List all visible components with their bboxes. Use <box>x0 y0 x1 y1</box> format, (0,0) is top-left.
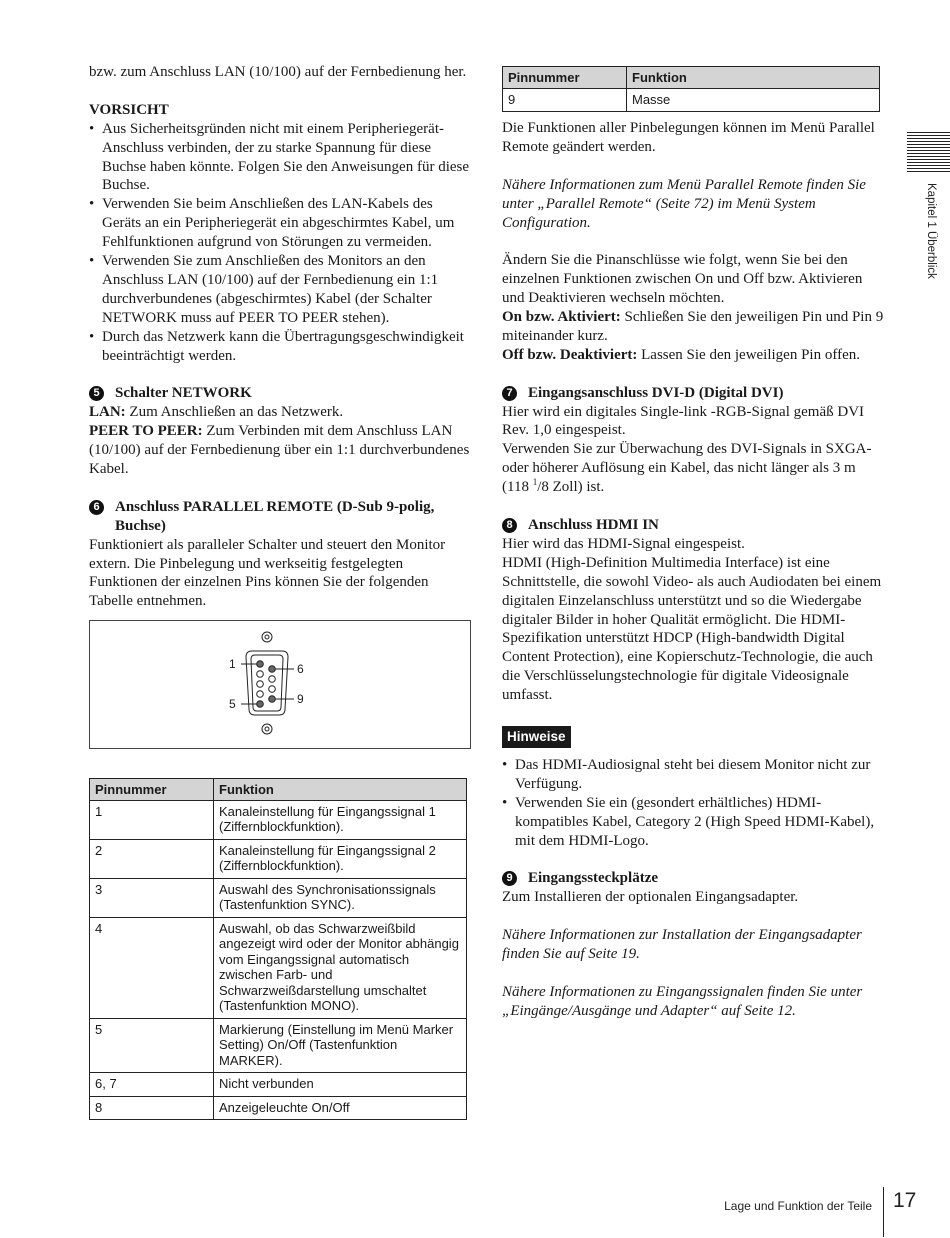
pin-label-1: 1 <box>229 657 236 672</box>
chapter-label: Kapitel 1 Überblick <box>924 183 937 279</box>
table-header-row <box>503 67 880 89</box>
table-cell: Markierung (Einstellung im Menü Marker Setting) On/Off (Tastenfunktion MARKER). <box>214 1018 467 1073</box>
table-row <box>90 1096 467 1120</box>
dvi-cable-note: Verwenden Sie zur Überwachung des DVI-Signals in SXGA- oder höherer Auflösung ein Kabel, das nicht länger als 3 m (118 $^1$/8 Zoll) ist. <box>502 441 872 496</box>
table-row <box>90 800 467 839</box>
reference-input-signals: Nähere Informationen zu Eingangssignalen finden Sie unter „Eingänge/Ausgänge und Adapter“ auf Seite 12. <box>502 983 863 1019</box>
right-column <box>502 63 885 1021</box>
table-row <box>90 1073 467 1097</box>
table-cell: 1 <box>90 800 214 839</box>
reference-adapter-install: Nähere Informationen zur Installation der Eingangsadapter finden Sie auf Seite 19. <box>502 927 862 962</box>
parallel-remote-description: Funktioniert als paralleler Schalter und steuert den Monitor extern. Die Pinbelegung und werkseitig festgelegten Funktionen der einzelnen Pins können Sie der folgenden Tabelle entnehmen. <box>89 536 446 610</box>
caution-title: VORSICHT <box>89 101 169 118</box>
connector-inner-shell <box>251 655 283 711</box>
list-item: • Durch das Netzwerk kann die Übertragungsgeschwindigkeit beeinträchtigt werden. <box>89 328 471 366</box>
lan-description: LAN: Zum Anschließen an das Netzwerk. <box>89 404 344 421</box>
column-header: Funktion <box>214 779 467 801</box>
dsub-connector-figure <box>89 620 471 749</box>
caution-list <box>89 120 471 366</box>
table-cell: 8 <box>90 1096 214 1120</box>
table-header-row <box>90 779 467 801</box>
list-item: • Verwenden Sie zum Anschließen des Monitors an den Anschluss LAN (10/100) auf der Fernbedienung ein 1:1 durchverbundenes (abgeschirmtes) Kabel (der Schalter NETWORK muss auf PEER TO PEER stehen). <box>89 252 471 328</box>
section-title: Eingangsanschluss DVI-D (Digital DVI) <box>528 384 784 401</box>
intro-text: bzw. zum Anschluss LAN (10/100) auf der Fernbedienung her. <box>89 64 467 80</box>
left-column <box>89 63 471 1120</box>
hdmi-description: Hier wird das HDMI-Signal eingespeist. <box>502 535 745 552</box>
dsub-connector-diagram <box>90 621 472 750</box>
section-title: Anschluss PARALLEL REMOTE (D-Sub 9-polig, Buchse) <box>115 498 435 534</box>
chapter-tab-marker <box>907 132 950 176</box>
table-cell: 4 <box>90 917 214 1018</box>
screw-bottom-icon <box>262 724 272 734</box>
column-header: Pinnummer <box>503 67 627 89</box>
pin-5 <box>257 701 264 708</box>
section-title: Anschluss HDMI IN <box>528 516 659 533</box>
section-number-badge: 8 <box>502 518 517 533</box>
pin-table-left <box>89 778 467 1120</box>
table-cell: 3 <box>90 878 214 917</box>
section-number-badge: 9 <box>502 871 517 886</box>
dvi-description: Hier wird ein digitales Single-link -RGB-Signal gemäß DVI Rev. 1,0 eingespeist. <box>502 403 865 439</box>
pin-label-9: 9 <box>297 692 304 707</box>
table-cell: Masse <box>627 88 880 112</box>
section-heading-input-slots <box>502 869 885 888</box>
pin-label-6: 6 <box>297 662 304 677</box>
off-description: Off bzw. Deaktiviert: Lassen Sie den jeweiligen Pin offen. <box>502 346 860 363</box>
notes-list <box>502 756 885 851</box>
table-row <box>90 1018 467 1073</box>
section-heading-network <box>89 384 471 403</box>
table-cell: Anzeigeleuchte On/Off <box>214 1096 467 1120</box>
table-cell: 2 <box>90 839 214 878</box>
section-title: Schalter NETWORK <box>115 385 252 402</box>
list-item: • Verwenden Sie ein (gesondert erhältliches) HDMI-kompatibles Kabel, Category 2 (High Speed HDMI-Kabel), mit dem HDMI-Logo. <box>502 794 885 851</box>
table-cell: Nicht verbunden <box>214 1073 467 1097</box>
section-number-badge: 7 <box>502 386 517 401</box>
section-heading-parallel-remote <box>89 498 471 536</box>
pin-change-text: Ändern Sie die Pinanschlüsse wie folgt, wenn Sie bei den einzelnen Funktionen zwischen On und Off bzw. Aktivieren und Deaktivieren wechseln möchten. <box>502 252 863 307</box>
table-row <box>90 878 467 917</box>
table-cell: Auswahl, ob das Schwarzweißbild angezeigt wird oder der Monitor abhängig vom Eingangssignal automatisch zwischen Farb- und Schwarzweißdarstellung umschaltet (Tastenfunktion MONO). <box>214 917 467 1018</box>
section-number-badge: 6 <box>89 500 104 515</box>
on-description: On bzw. Aktiviert: Schließen Sie den jeweiligen Pin und Pin 9 miteinander kurz. <box>502 309 884 344</box>
page-number: 17 <box>893 1189 917 1212</box>
table-cell: 6, 7 <box>90 1073 214 1097</box>
pin-9 <box>269 696 276 703</box>
section-heading-hdmi <box>502 516 885 535</box>
list-item: • Aus Sicherheitsgründen nicht mit einem Peripheriegerät-Anschluss verbinden, der zu starke Spannung für diese Buchse haben könnte. Folgen Sie den Anweisungen für diese Buchse. <box>89 120 471 196</box>
reference-parallel-remote: Nähere Informationen zum Menü Parallel Remote finden Sie unter „Parallel Remote“ (Seite 72) im Menü System Configuration. <box>502 176 866 231</box>
screw-top-icon <box>262 632 272 642</box>
table-row <box>90 917 467 1018</box>
column-header: Funktion <box>627 67 880 89</box>
section-heading-dvi <box>502 384 885 403</box>
list-item: • Das HDMI-Audiosignal steht bei diesem Monitor nicht zur Verfügung. <box>502 756 885 794</box>
table-cell: 5 <box>90 1018 214 1073</box>
section-number-badge: 5 <box>89 386 104 401</box>
footer-section-title: Lage und Funktion der Teile <box>724 1199 872 1213</box>
footer-divider <box>883 1187 884 1237</box>
section-title: Eingangssteckplätze <box>528 870 659 887</box>
table-cell: Kanaleinstellung für Eingangssignal 2 (Ziffernblockfunktion). <box>214 839 467 878</box>
notes-badge: Hinweise <box>502 726 571 748</box>
pin-config-text: Die Funktionen aller Pinbelegungen können im Menü Parallel Remote geändert werden. <box>502 120 875 155</box>
table-cell: Kanaleinstellung für Eingangssignal 1 (Ziffernblockfunktion). <box>214 800 467 839</box>
pin-table-right <box>502 66 880 112</box>
peer-description: PEER TO PEER: Zum Verbinden mit dem Anschluss LAN (10/100) auf der Fernbedienung über ein 1:1 durchverbundenes Kabel. <box>89 423 470 477</box>
pin-1 <box>257 661 264 668</box>
input-slots-description: Zum Installieren der optionalen Eingangsadapter. <box>502 889 799 906</box>
table-row <box>503 88 880 112</box>
list-item: • Verwenden Sie beim Anschließen des LAN-Kabels des Geräts an ein Peripheriegerät ein abgeschirmtes Kabel, um Fehlfunktionen aufgrund von Störungen zu vermeiden. <box>89 195 471 252</box>
pin-label-5: 5 <box>229 697 236 712</box>
hdmi-explanation: HDMI (High-Definition Multimedia Interface) ist eine Schnittstelle, die sowohl Video- als auch Audiodaten bei einem digitalen Einzelanschluss unterstützt und so die Wiedergabe digitaler Bilder in hoher Qualität ermöglicht. Die HDMI-Spezifikation unterstützt HDCP (High-bandwidth Digital Content Protection), eine Kopierschutz-Technologie, die auch die Verschlüsselungstechnologie für digitale Videosignale umfasst. <box>502 554 882 704</box>
column-header: Pinnummer <box>90 779 214 801</box>
pin-6 <box>269 666 276 673</box>
table-cell: 9 <box>503 88 627 112</box>
table-row <box>90 839 467 878</box>
table-cell: Auswahl des Synchronisationssignals (Tastenfunktion SYNC). <box>214 878 467 917</box>
